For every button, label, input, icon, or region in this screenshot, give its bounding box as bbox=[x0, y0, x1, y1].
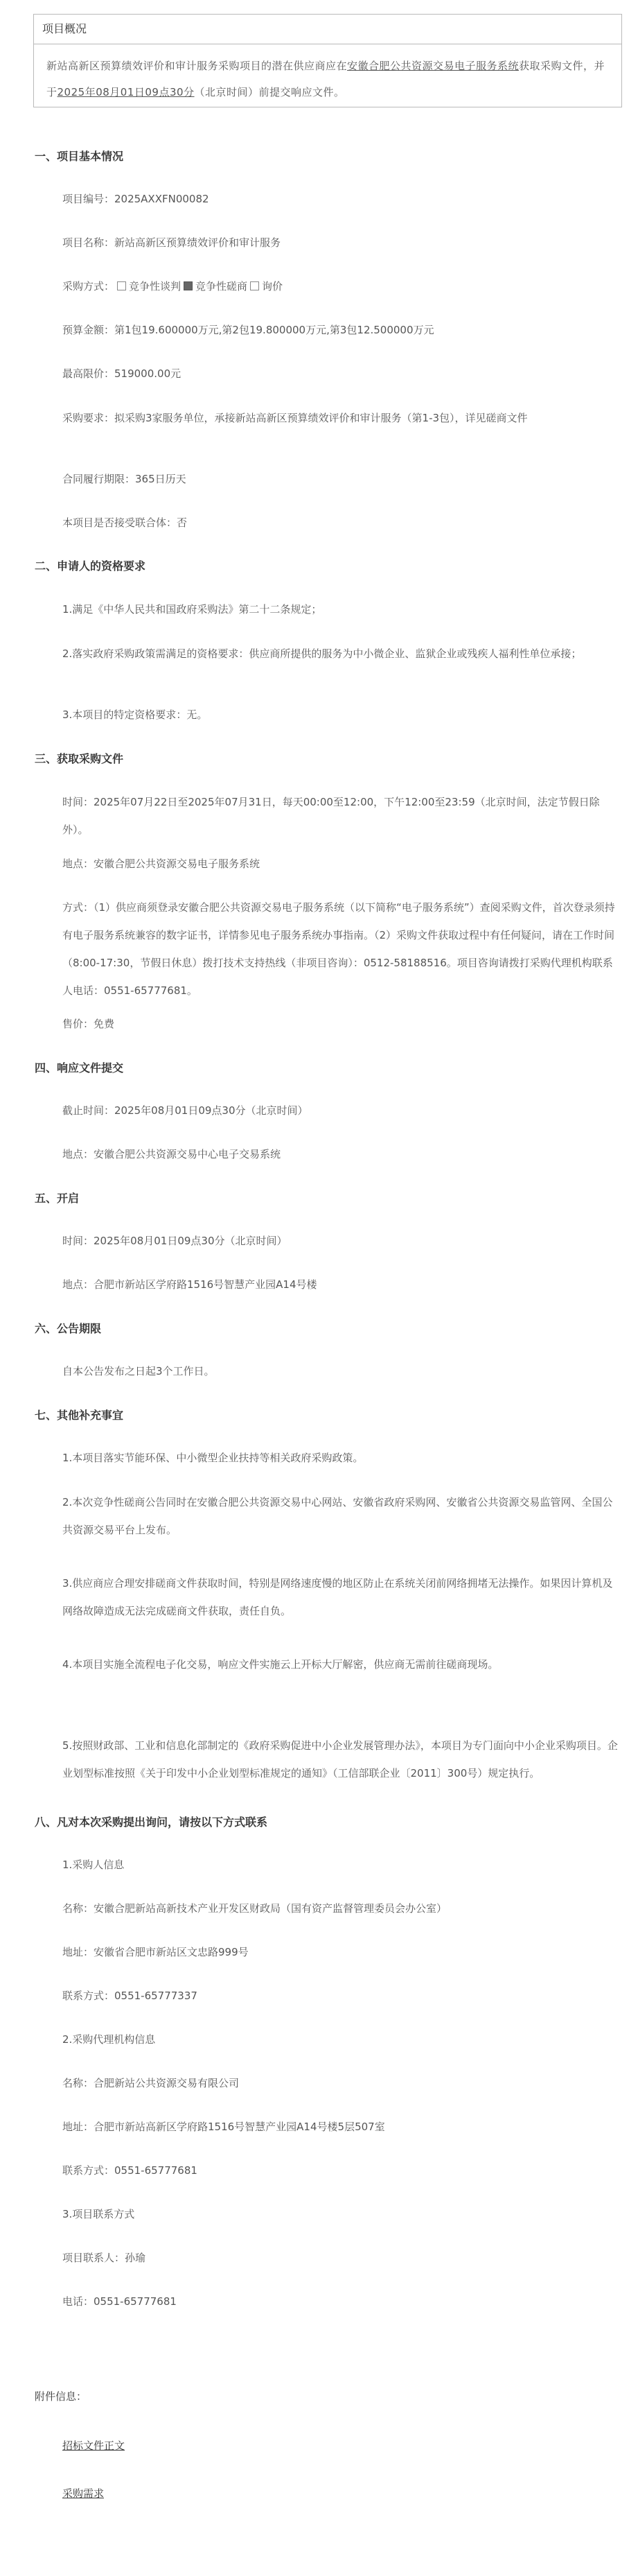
section-heading-contact: 八、凡对本次采购提出询问，请按以下方式联系 bbox=[35, 1816, 268, 1829]
project-contact-person: 项目联系人：孙瑜 bbox=[62, 2252, 146, 2264]
procurement-method bbox=[62, 279, 283, 293]
obtain-time: 时间：2025年07月22日至2025年07月31日，每天00:00至12:00，下午12:00至23:59（北京时间，法定节假日除外）。 bbox=[62, 796, 600, 836]
qualification-item-1: 1.满足《中华人民共和国政府采购法》第二十二条规定； bbox=[62, 603, 322, 616]
opening-place: 地点：合肥市新站区学府路1516号智慧产业园A14号楼 bbox=[62, 1278, 317, 1291]
option-inquiry: 询价 bbox=[262, 280, 283, 293]
section-heading-obtain-docs: 三、获取采购文件 bbox=[35, 752, 124, 765]
overview-text-pre: 新站高新区预算绩效评价和审计服务采购项目的潜在供应商应在 bbox=[46, 60, 348, 72]
attachment-link-requirements[interactable]: 采购需求 bbox=[62, 2487, 105, 2500]
project-contact-title: 3.项目联系方式 bbox=[62, 2208, 135, 2220]
purchaser-address: 地址：安徽省合肥市新站区文忠路999号 bbox=[62, 1946, 249, 1958]
overview-title: 项目概况 bbox=[34, 15, 621, 44]
section-heading-opening: 五、开启 bbox=[35, 1192, 80, 1205]
attachment-link-tender-document[interactable]: 招标文件正文 bbox=[62, 2439, 125, 2452]
section-heading-submission: 四、响应文件提交 bbox=[35, 1061, 124, 1074]
option-consultation: 竞争性磋商 bbox=[195, 280, 248, 293]
project-contact-phone: 电话：0551-65777681 bbox=[62, 2295, 177, 2308]
agency-name: 名称：合肥新站公共资源交易有限公司 bbox=[62, 2077, 240, 2089]
document-price: 售价：免费 bbox=[62, 1018, 115, 1030]
submission-deadline: 截止时间：2025年08月01日09点30分（北京时间） bbox=[62, 1104, 308, 1117]
purchaser-info-title: 1.采购人信息 bbox=[62, 1859, 125, 1871]
section-heading-supplementary: 七、其他补充事宜 bbox=[35, 1409, 124, 1422]
overview-box bbox=[33, 14, 622, 107]
budget-amount: 预算金额：第1包19.600000万元,第2包19.800000万元,第3包12.500000万元 bbox=[62, 324, 434, 336]
checkbox-inquiry bbox=[250, 281, 259, 290]
purchaser-contact: 联系方式：0551-65777337 bbox=[62, 1990, 197, 2002]
checkbox-negotiation bbox=[117, 281, 126, 290]
supplementary-item-5: 5.按照财政部、工业和信息化部制定的《政府采购促进中小企业发展管理办法》，本项目为专门面向中小企业采购项目。企业划型标准按照《关于印发中小企业划型标准规定的通知》（工信部联企业〔2011〕300号）规定执行。 bbox=[62, 1739, 618, 1779]
section-heading-qualification: 二、申请人的资格要求 bbox=[35, 559, 146, 573]
section-heading-notice-period: 六、公告期限 bbox=[35, 1322, 102, 1335]
checkbox-consultation bbox=[184, 281, 193, 290]
option-negotiation: 竞争性谈判 bbox=[129, 280, 181, 293]
supplementary-item-2: 2.本次竞争性磋商公告同时在安徽合肥公共资源交易中心网站、安徽省政府采购网、安徽省公共资源交易监管网、全国公共资源交易平台上发布。 bbox=[62, 1496, 613, 1536]
supplementary-item-3: 3.供应商应合理安排磋商文件获取时间，特别是网络速度慢的地区防止在系统关闭前网络拥堵无法操作。如果因计算机及网络故障造成无法完成磋商文件获取，责任自负。 bbox=[62, 1577, 613, 1617]
procurement-method-label: 采购方式： bbox=[62, 280, 115, 293]
supplementary-item-4: 4.本项目实施全流程电子化交易，响应文件实施云上开标大厅解密，供应商无需前往磋商现场。 bbox=[62, 1658, 499, 1671]
supplementary-item-1: 1.本项目落实节能环保、中小微型企业扶持等相关政府采购政策。 bbox=[62, 1452, 364, 1464]
overview-system-link[interactable]: 安徽合肥公共资源交易电子服务系统 bbox=[347, 60, 520, 72]
contract-period: 合同履行期限：365日历天 bbox=[62, 473, 186, 485]
obtain-method: 方式：（1）供应商须登录安徽合肥公共资源交易电子服务系统（以下简称“电子服务系统”）查阅采购文件，首次登录须持有电子服务系统兼容的数字证书，详情参见电子服务系统办事指南。（2）采购文件获取过程中有任何疑问，请在工作时间（8:00-17:30，节假日休息）拨打技术支持热线（非项目咨询）：0512-58188516。项目咨询请拨打采购代理机构联系人电话：0551-65777681。 bbox=[62, 901, 615, 997]
overview-text-post: （北京时间）前提交响应文件。 bbox=[194, 86, 345, 98]
section-heading-basic-info: 一、项目基本情况 bbox=[35, 150, 124, 163]
max-price: 最高限价：519000.00元 bbox=[62, 367, 181, 380]
overview-deadline: 2025年08月01日09点30分 bbox=[57, 86, 195, 98]
consortium-accepted: 本项目是否接受联合体：否 bbox=[62, 516, 188, 529]
attachments-label: 附件信息： bbox=[35, 2390, 87, 2403]
procurement-requirement: 采购要求：拟采购3家服务单位，承接新站高新区预算绩效评价和审计服务（第1-3包），详见磋商文件 bbox=[62, 412, 528, 424]
agency-info-title: 2.采购代理机构信息 bbox=[62, 2033, 156, 2046]
notice-period: 自本公告发布之日起3个工作日。 bbox=[62, 1365, 215, 1377]
project-name: 项目名称：新站高新区预算绩效评价和审计服务 bbox=[62, 236, 281, 249]
obtain-place: 地点：安徽合肥公共资源交易电子服务系统 bbox=[62, 858, 260, 870]
overview-text bbox=[34, 44, 621, 105]
qualification-item-3: 3.本项目的特定资格要求：无。 bbox=[62, 708, 208, 721]
agency-address: 地址：合肥市新站高新区学府路1516号智慧产业园A14号楼5层507室 bbox=[62, 2121, 385, 2133]
purchaser-name: 名称：安徽合肥新站高新技术产业开发区财政局（国有资产监督管理委员会办公室） bbox=[62, 1902, 448, 1915]
qualification-item-2: 2.落实政府采购政策需满足的资格要求：供应商所提供的服务为中小微企业、监狱企业或残疾人福利性单位承接； bbox=[62, 647, 582, 660]
project-number: 项目编号：2025AXXFN00082 bbox=[62, 193, 209, 205]
opening-time: 时间：2025年08月01日09点30分（北京时间） bbox=[62, 1235, 287, 1247]
overview-text-mid: 获取采购文件，并于 bbox=[46, 60, 605, 98]
agency-contact: 联系方式：0551-65777681 bbox=[62, 2164, 197, 2177]
submission-place: 地点：安徽合肥公共资源交易中心电子交易系统 bbox=[62, 1148, 281, 1160]
